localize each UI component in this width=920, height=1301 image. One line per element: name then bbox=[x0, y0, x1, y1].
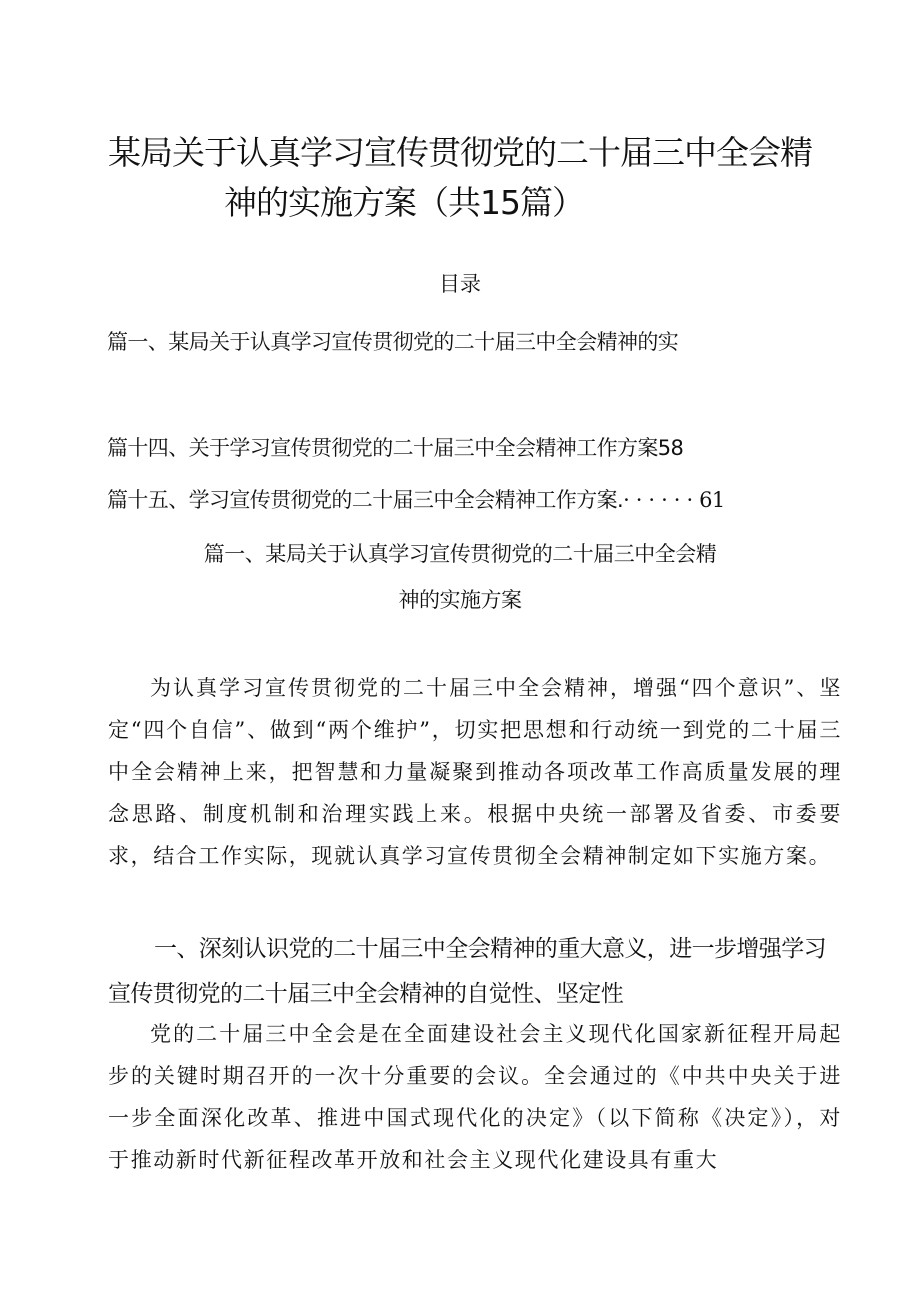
section-title-line-1: 篇一、某局关于认真学习宣传贯彻党的二十届三中全会精 bbox=[203, 542, 717, 566]
toc-item[interactable] bbox=[107, 432, 683, 462]
body-paragraph: 党的二十届三中全会是在全面建设社会主义现代化国家新征程开局起步的关键时期召开的一次十分重要的会议。全会通过的《中共中央关于进一步全面深化改革、推进中国式现代化的决定》（以下简称《决定》），对于推动新时代新征程改革开放和社会主义现代化建设具有重大 bbox=[108, 1022, 842, 1172]
toc-item-text: 篇十四、关于学习宣传贯彻党的二十届三中全会精神工作方案58 bbox=[107, 436, 684, 460]
document-title bbox=[108, 128, 848, 228]
toc-page-number: 61 bbox=[699, 488, 725, 512]
document-title-line-1: 某局关于认真学习宣传贯彻党的二十届三中全会精 bbox=[108, 133, 812, 172]
document-title-line-2: 神的实施方案（共15篇） bbox=[224, 183, 584, 222]
section-title-line-2: 神的实施方案 bbox=[398, 588, 522, 612]
toc-item[interactable] bbox=[107, 326, 678, 356]
intro-paragraph: 为认真学习宣传贯彻党的二十届三中全会精神，增强“四个意识”、坚定“四个自信”、做到“两个维护”，切实把思想和行动统一到党的二十届三中全会精神上来，把智慧和力量凝聚到推动各项改革工作高质量发展的理念思路、制度机制和治理实践上来。根据中央统一部署及省委、市委要求，结合工作实际，现就认真学习宣传贯彻全会精神制定如下实施方案。 bbox=[108, 676, 842, 868]
toc-heading: 目录 bbox=[439, 272, 481, 296]
toc-item-text: 篇十五、学习宣传贯彻党的二十届三中全会精神工作方案. bbox=[107, 488, 624, 512]
toc-item-text: 篇一、某局关于认真学习宣传贯彻党的二十届三中全会精神的实 bbox=[107, 330, 679, 354]
section-heading-1: 一、深刻认识党的二十届三中全会精神的重大意义，进一步增强学习宣传贯彻党的二十届三中全会精神的自觉性、坚定性 bbox=[108, 936, 827, 1007]
toc-item[interactable] bbox=[107, 484, 725, 514]
toc-leader-dots: ······ bbox=[623, 488, 700, 512]
